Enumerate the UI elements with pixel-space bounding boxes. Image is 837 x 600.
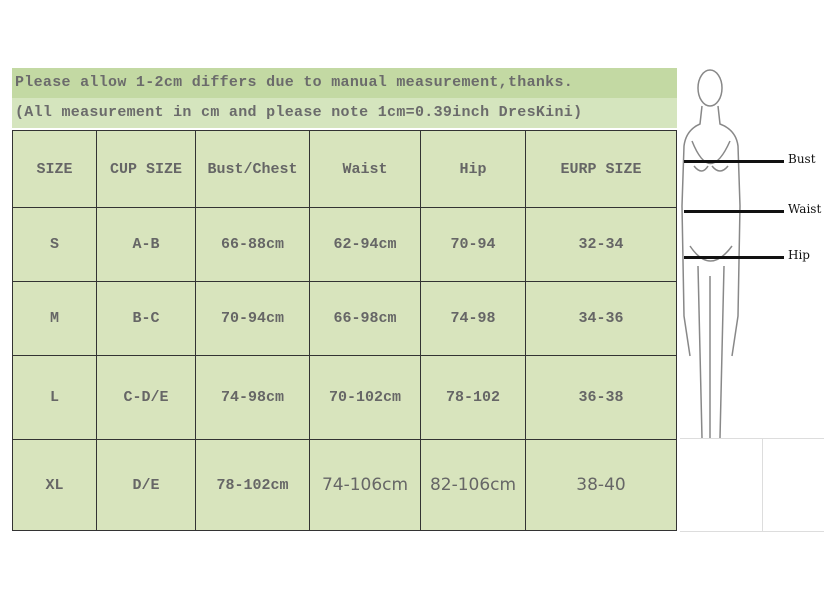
table-row bbox=[13, 440, 677, 531]
table-row bbox=[13, 282, 677, 356]
cell-size: M bbox=[13, 282, 97, 356]
header-hip: Hip bbox=[421, 131, 526, 208]
cell-hip: 78-102 bbox=[421, 356, 526, 440]
header-eurp-size: EURP SIZE bbox=[526, 131, 677, 208]
cell-waist: 70-102cm bbox=[310, 356, 421, 440]
cell-eurp: 36-38 bbox=[526, 356, 677, 440]
cell-cup: C-D/E bbox=[97, 356, 196, 440]
cell-eurp: 32-34 bbox=[526, 208, 677, 282]
cell-eurp: 38-40 bbox=[526, 440, 677, 531]
size-chart-table bbox=[12, 130, 677, 531]
cell-cup: A-B bbox=[97, 208, 196, 282]
bust-line bbox=[684, 160, 784, 163]
empty-cell bbox=[680, 438, 763, 532]
note-units: (All measurement in cm and please note 1cm=0.39inch DresKini) bbox=[12, 98, 677, 128]
cell-cup: D/E bbox=[97, 440, 196, 531]
cell-bust: 66-88cm bbox=[196, 208, 310, 282]
cell-hip: 82-106cm bbox=[421, 440, 526, 531]
cell-size: S bbox=[13, 208, 97, 282]
cell-waist: 74-106cm bbox=[310, 440, 421, 531]
cell-cup: B-C bbox=[97, 282, 196, 356]
body-measurement-figure bbox=[680, 66, 830, 438]
label-hip: Hip bbox=[788, 248, 810, 262]
cell-hip: 74-98 bbox=[421, 282, 526, 356]
empty-cell bbox=[763, 438, 824, 532]
label-bust: Bust bbox=[788, 152, 816, 166]
header-size: SIZE bbox=[13, 131, 97, 208]
cell-bust: 74-98cm bbox=[196, 356, 310, 440]
table-header-row bbox=[13, 131, 677, 208]
cell-size: L bbox=[13, 356, 97, 440]
cell-bust: 78-102cm bbox=[196, 440, 310, 531]
cell-hip: 70-94 bbox=[421, 208, 526, 282]
header-bust: Bust/Chest bbox=[196, 131, 310, 208]
cell-waist: 62-94cm bbox=[310, 208, 421, 282]
cell-eurp: 34-36 bbox=[526, 282, 677, 356]
table-row bbox=[13, 356, 677, 440]
cell-size: XL bbox=[13, 440, 97, 531]
header-waist: Waist bbox=[310, 131, 421, 208]
note-measurement-tolerance: Please allow 1-2cm differs due to manual measurement,thanks. bbox=[12, 68, 677, 98]
table-row bbox=[13, 208, 677, 282]
header-cup-size: CUP SIZE bbox=[97, 131, 196, 208]
cell-waist: 66-98cm bbox=[310, 282, 421, 356]
hip-line bbox=[684, 256, 784, 259]
label-waist: Waist bbox=[788, 202, 822, 216]
cell-bust: 70-94cm bbox=[196, 282, 310, 356]
waist-line bbox=[684, 210, 784, 213]
